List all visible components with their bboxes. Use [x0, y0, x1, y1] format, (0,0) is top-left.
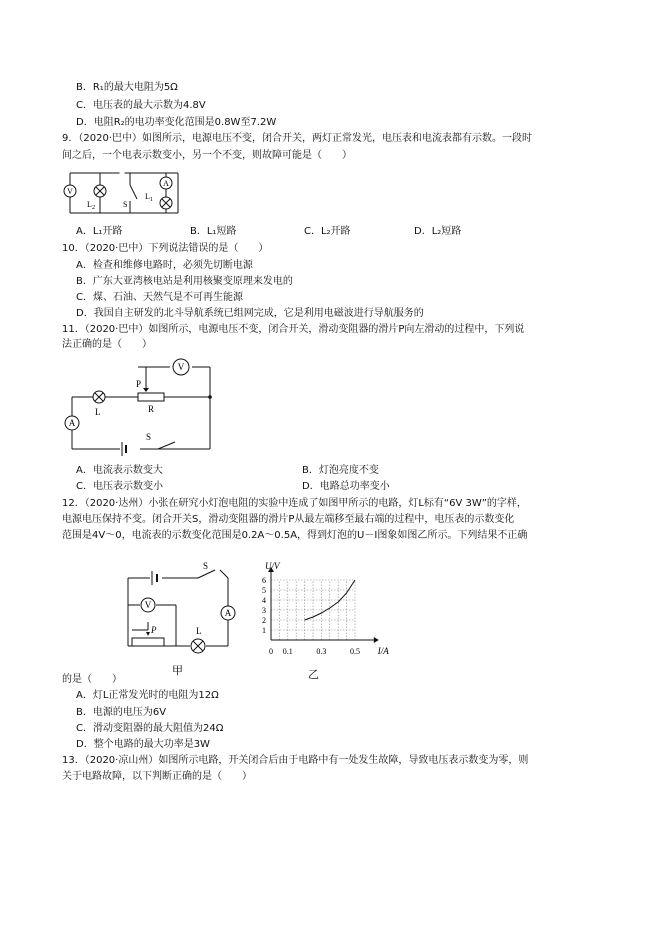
q9-option-c: C．L₂开路	[304, 226, 351, 237]
y-tick-label: 6	[262, 576, 266, 585]
rheostat-label: R	[148, 404, 155, 414]
y-tick-label: 5	[262, 586, 266, 595]
q9-stem-line2: 间之后，一个电表示数变小，另一个不变，则故障可能是（ ）	[62, 150, 352, 161]
q11-stem-line2: 法正确的是（ ）	[62, 339, 152, 350]
svg-text:1: 1	[150, 197, 153, 203]
q9-option-d: D．L₂短路	[414, 226, 462, 237]
figure-caption-yi: 乙	[308, 668, 319, 681]
y-tick-label: 2	[262, 616, 266, 625]
y-axis-label: U/V	[265, 561, 280, 571]
q9-option-b: B．L₁短路	[190, 226, 237, 237]
q12-option-b: B．电源的电压为6V	[76, 707, 167, 718]
svg-text:V: V	[177, 362, 185, 372]
y-tick-label: 3	[262, 606, 266, 615]
q11-option-c: C．电压表示数变小	[76, 481, 163, 492]
lamp-symbol	[191, 639, 205, 653]
q9-circuit-diagram	[60, 165, 190, 220]
q10-option-c: C．煤、石油、天然气是不可再生能源	[76, 292, 243, 303]
lamp-l1-label: L	[145, 192, 150, 201]
slider-arrow	[143, 388, 149, 392]
svg-text:A: A	[163, 179, 169, 188]
lamp-l2-symbol	[94, 185, 106, 197]
ammeter-symbol	[160, 177, 172, 189]
lamp-symbol	[93, 391, 105, 403]
q12-stem-line1: 12．（2020·达州）小张在研究小灯泡电阻的实验中连成了如图甲所示的电路，灯L标有“6V 3W”的字样，	[62, 498, 527, 509]
svg-text:A: A	[68, 418, 76, 428]
q11-option-a: A．电流表示数变大	[76, 465, 163, 476]
switch-label: S	[203, 561, 209, 571]
svg-text:2: 2	[92, 205, 95, 211]
voltmeter-symbol	[173, 359, 189, 375]
q9-stem-line1: 9．（2020·巴中）如图所示，电源电压不变，闭合开关，两灯正常发光，电压表和电流表都有示数。一段时	[62, 133, 532, 144]
rheostat-symbol	[138, 393, 164, 401]
x-axis-arrow	[374, 637, 379, 643]
q11-option-b: B．灯泡亮度不变	[302, 465, 379, 476]
q8-option-b: B．R₁的最大电阻为5Ω	[76, 82, 178, 93]
switch-label: S	[146, 432, 152, 442]
y-tick-label: 4	[262, 596, 266, 605]
ammeter-symbol	[65, 416, 79, 430]
voltmeter-symbol	[141, 598, 155, 612]
svg-text:A: A	[224, 608, 232, 618]
q12-circuit-jia	[120, 560, 240, 690]
q10-option-b: B．广东大亚湾核电站是利用核聚变原理来发电的	[76, 276, 293, 287]
lamp-label: L	[196, 626, 202, 636]
q12-stem-line2: 电源电压保持不变。闭合开关S，滑动变阻器的滑片P从最左端移至最右端的过程中，电压表的示数变化	[62, 514, 515, 525]
rheostat-symbol	[132, 638, 164, 646]
q12-option-c: C．滑动变阻器的最大阻值为24Ω	[76, 723, 224, 734]
q11-circuit-diagram	[60, 352, 220, 457]
lamp-label: L	[95, 407, 101, 417]
grid	[271, 580, 355, 640]
q10-option-a: A．检查和维修电路时，必须先切断电源	[76, 260, 253, 271]
q11-stem-line1: 11．（2020·巴中）如图所示，电源电压不变，闭合开关，滑动变阻器的滑片P向左滑动的过程中，下列说	[62, 324, 525, 335]
q12-option-a: A．灯L正常发光时的电阻为12Ω	[76, 690, 219, 701]
q10-option-d: D．我国自主研发的北斗导航系统已组网完成，它是利用电磁波进行导航服务的	[76, 308, 424, 319]
slider-label: P	[151, 625, 157, 635]
q9-option-a: A．L₁开路	[76, 226, 123, 237]
x-tick-label: 0.3	[316, 647, 327, 656]
y-tick-label: 1	[262, 626, 266, 635]
x-tick-label: 0	[269, 647, 273, 656]
q12-option-d: D．整个电路的最大功率是3W	[76, 739, 210, 750]
slider-label: P	[136, 379, 142, 389]
x-tick-label: 0.5	[350, 647, 360, 656]
q12-stem-line3: 范围是4V～0，电流表的示数变化范围是0.2A～0.5A，得到灯泡的U－I图象如图乙所示。下列结果不正确	[62, 530, 528, 541]
figure-caption-jia: 甲	[172, 665, 183, 677]
q13-stem-line2: 关于电路故障，以下判断正确的是（ ）	[62, 771, 252, 782]
lamp-l1-symbol	[160, 197, 172, 209]
x-tick-label: 0.1	[282, 647, 293, 656]
voltmeter-symbol	[64, 185, 76, 197]
svg-text:V: V	[144, 600, 152, 610]
q11-option-d: D．电路总功率变小	[302, 481, 390, 492]
q10-stem: 10．（2020·巴中）下列说法错误的是（ ）	[62, 243, 269, 254]
ammeter-symbol	[221, 606, 235, 620]
svg-text:V: V	[67, 187, 73, 196]
q8-option-c: C．电压表的最大示数为4.8V	[76, 100, 206, 111]
x-axis-label: I/A	[377, 646, 389, 656]
lamp-l2-label: L	[87, 200, 92, 209]
switch-label: S	[123, 200, 128, 209]
q13-stem-line1: 13．（2020·凉山州）如图所示电路，开关闭合后由于电路中有一处发生故障，导致电压表示数变为零，则	[62, 755, 529, 766]
q12-ui-graph	[255, 555, 389, 687]
q8-option-d: D．电阻R₂的电功率变化范围是0.8W至7.2W	[76, 117, 277, 128]
q12-stem-line4: 的是（ ）	[62, 674, 122, 685]
